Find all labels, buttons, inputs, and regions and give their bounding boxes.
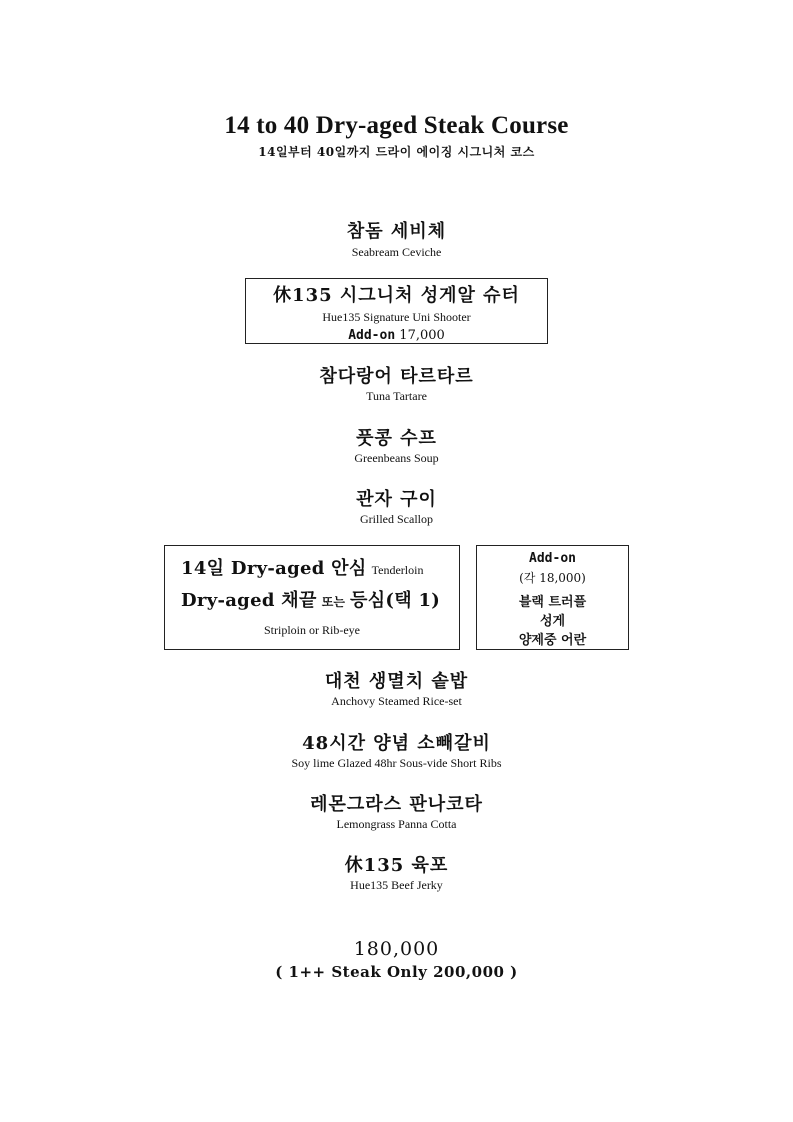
steak-line-1 — [181, 554, 423, 580]
uni-addon-label: Add-on — [348, 328, 396, 343]
steak-name-en: Striploin or Rib-eye — [264, 623, 360, 637]
course-4-name-en: Greenbeans Soup — [354, 451, 439, 465]
steak-striploin-ko: Dry-aged 채끝 — [181, 590, 317, 611]
addon-item-black-truffle: 블랙 트러플 — [518, 595, 587, 610]
addon-item-uni: 성게 — [539, 614, 566, 629]
course-5-name-en: Grilled Scallop — [360, 512, 433, 526]
steak-tenderloin-en: Tenderloin — [371, 563, 424, 577]
addon-item-caviar: 양제중 어란 — [518, 633, 587, 648]
course-2-name-ko: 休135 시그니처 성게알 슈터 — [273, 285, 520, 306]
course-title: 14 to 40 Dry-aged Steak Course — [224, 112, 569, 139]
course-9-name-ko: 레몬그라스 판나코타 — [310, 794, 483, 815]
steak-addon-price: (각 18,000) — [519, 571, 586, 585]
steak-tenderloin-ko: 14일 Dry-aged 안심 — [181, 558, 367, 579]
steak-or-word: 또는 — [321, 595, 345, 609]
course-7-name-en: Anchovy Steamed Rice-set — [331, 694, 462, 708]
course-price-note: ( 1++ Steak Only 200,000 ) — [275, 963, 518, 981]
course-9-name-en: Lemongrass Panna Cotta — [336, 817, 457, 831]
uni-addon-line — [246, 328, 547, 343]
course-10-name-en: Hue135 Beef Jerky — [350, 878, 443, 892]
course-2-name-en: Hue135 Signature Uni Shooter — [322, 310, 471, 324]
uni-addon-price: 17,000 — [399, 328, 445, 343]
course-8-name-en: Soy lime Glazed 48hr Sous-vide Short Ribs — [291, 756, 502, 770]
course-price: 180,000 — [353, 938, 440, 960]
course-10-name-ko: 休135 육포 — [344, 855, 449, 876]
course-1-name-ko: 참돔 세비체 — [346, 221, 447, 242]
course-3-name-ko: 참다랑어 타르타르 — [319, 366, 474, 387]
steak-addon-label: Add-on — [529, 551, 576, 566]
course-subtitle: 14일부터 40일까지 드라이 에이징 시그니처 코스 — [258, 145, 535, 159]
steak-box — [164, 545, 460, 650]
course-3-name-en: Tuna Tartare — [366, 389, 427, 403]
course-7-name-ko: 대천 생멸치 솥밥 — [324, 671, 469, 692]
course-5-name-ko: 관자 구이 — [356, 489, 437, 510]
steak-line-2 — [181, 586, 440, 612]
steak-addon-box — [476, 545, 629, 650]
course-1-name-en: Seabream Ceviche — [351, 245, 442, 259]
steak-ribeye-ko: 등심(택 1) — [350, 590, 441, 611]
course-8-name-ko: 48시간 양념 소빼갈비 — [302, 733, 491, 754]
course-4-name-ko: 풋콩 수프 — [356, 428, 437, 449]
uni-shooter-box — [245, 278, 548, 344]
